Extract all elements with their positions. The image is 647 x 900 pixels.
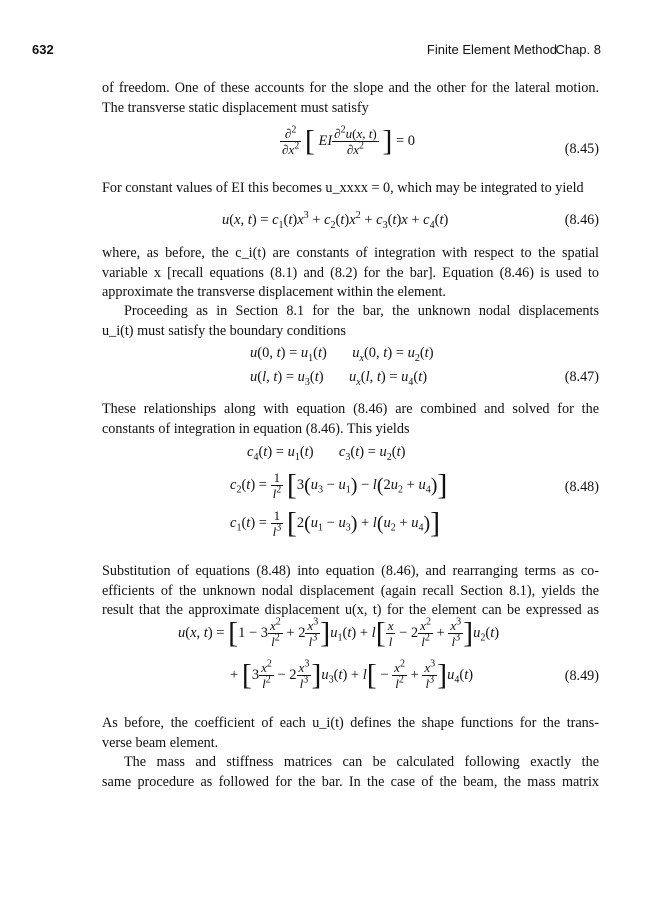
text-line: The mass and stiffness matrices can be calculated following exactly the xyxy=(124,754,599,770)
text-line: same procedure as followed for the bar. In the case of the beam, the mass matrix xyxy=(102,773,599,790)
text-line: The transverse static displacement must satisfy xyxy=(102,99,369,116)
equation-8-48-line-2: $c_2(t)$ = $\frac{1}{l^2}$ $[3(u_3 - u_1) - l(2u_2 + u_4)]$ xyxy=(230,468,448,502)
text-line: For constant values of EI this becomes u_xxxx = 0, which may be integrated to yield xyxy=(102,180,584,196)
paragraph-1 xyxy=(102,79,599,118)
paragraph-3 xyxy=(102,244,599,303)
paragraph-7 xyxy=(102,714,599,753)
equation-number: (8.45) xyxy=(564,141,599,157)
equation-8-48-line-3: $c_1(t)$ = $\frac{1}{l^3}$ $[2(u_1 - u_3) + l(u_2 + u_4)]$ xyxy=(230,506,441,540)
text-line: constants of integration in equation (8.46). This yields xyxy=(102,420,410,437)
paragraph-8 xyxy=(102,753,599,792)
paragraph-5 xyxy=(102,400,599,439)
text-line: As before, the coefficient of each u_i(t) defines the shape functions for the trans- xyxy=(102,715,599,731)
text-line: where, as before, the c_i(t) are constants of integration with respect to the spatial xyxy=(102,245,599,261)
paragraph-2 xyxy=(102,179,599,199)
equation-8-45: $\frac{\partial^2}{\partial x^2}$ [ EI $\frac{\partial^2u(x, t)}{\partial x^2}$ ] = 0 xyxy=(282,124,415,158)
equation-8-48-line-1: $c_4(t) = u_1(t)$ $c_3(t) = u_2(t)$ xyxy=(247,444,406,463)
page-number: 632 xyxy=(32,42,54,57)
paragraph-6 xyxy=(102,562,599,621)
equation-number: (8.47) xyxy=(564,369,599,385)
text-line: variable x [recall equations (8.1) and (8.2) for the bar]. Equation (8.46) is used to xyxy=(102,264,599,281)
equation-number: (8.46) xyxy=(564,212,599,228)
text-line: efficients of the unknown nodal displacement (again recall Section 8.1), yields the xyxy=(102,582,599,599)
chapter-label: Chap. 8 xyxy=(555,42,601,57)
text-line: Substitution of equations (8.48) into equation (8.46), and rearranging terms as co- xyxy=(102,563,599,579)
equation-8-49-line-2: + [3 $\frac{x^2}{l^2}$ − 2 $\frac{x^3}{l^3}$ ]$u_3(t) + l$[ − $\frac{x^2}{l^2}$ + $\frac{x^3}{l^3}$ ]$u_4(t)$ xyxy=(230,658,474,692)
text-line: of freedom. One of these accounts for the slope and the other for the lateral motion. xyxy=(102,80,599,96)
text-line: result that the approximate displacement u(x, t) for the element can be expressed as xyxy=(102,602,599,618)
text-line: u_i(t) must satisfy the boundary conditions xyxy=(102,322,346,339)
text-line: Proceeding as in Section 8.1 for the bar, the unknown nodal displacements xyxy=(124,303,599,319)
equation-number: (8.48) xyxy=(564,479,599,495)
equation-8-49-line-1: u(x, t) = [1 − 3 $\frac{x^2}{l^2}$ + 2 $\frac{x^3}{l^3}$ ]$u_1(t) + l$[ $\frac{x}{l}$ − 2 $\frac{x^2}{l^2}$ + $\frac{x^3}{l^3}$ ]$u_2(t)$ xyxy=(178,616,500,650)
equation-8-47-line-1: u(0, $t) = u_1(t)$ $u_x(0$, $t) = u_2(t)$ xyxy=(250,345,434,364)
text-line: approximate the transverse displacement within the element. xyxy=(102,284,446,300)
equation-8-47-line-2: u(l, $t) = u_3(t)$ $u_x(l$, $t) = u_4(t)$ xyxy=(250,369,428,388)
text-line: These relationships along with equation (8.46) are combined and solved for the xyxy=(102,401,599,417)
paragraph-4 xyxy=(102,302,599,341)
text-line: verse beam element. xyxy=(102,734,219,751)
equation-number: (8.49) xyxy=(564,668,599,684)
equation-8-46: u(x, $t) = c_1(t)x^3 + c_2(t)x^2 + c_3(t)x + c_4(t)$ xyxy=(222,210,449,231)
running-title: Finite Element Method xyxy=(426,42,557,57)
